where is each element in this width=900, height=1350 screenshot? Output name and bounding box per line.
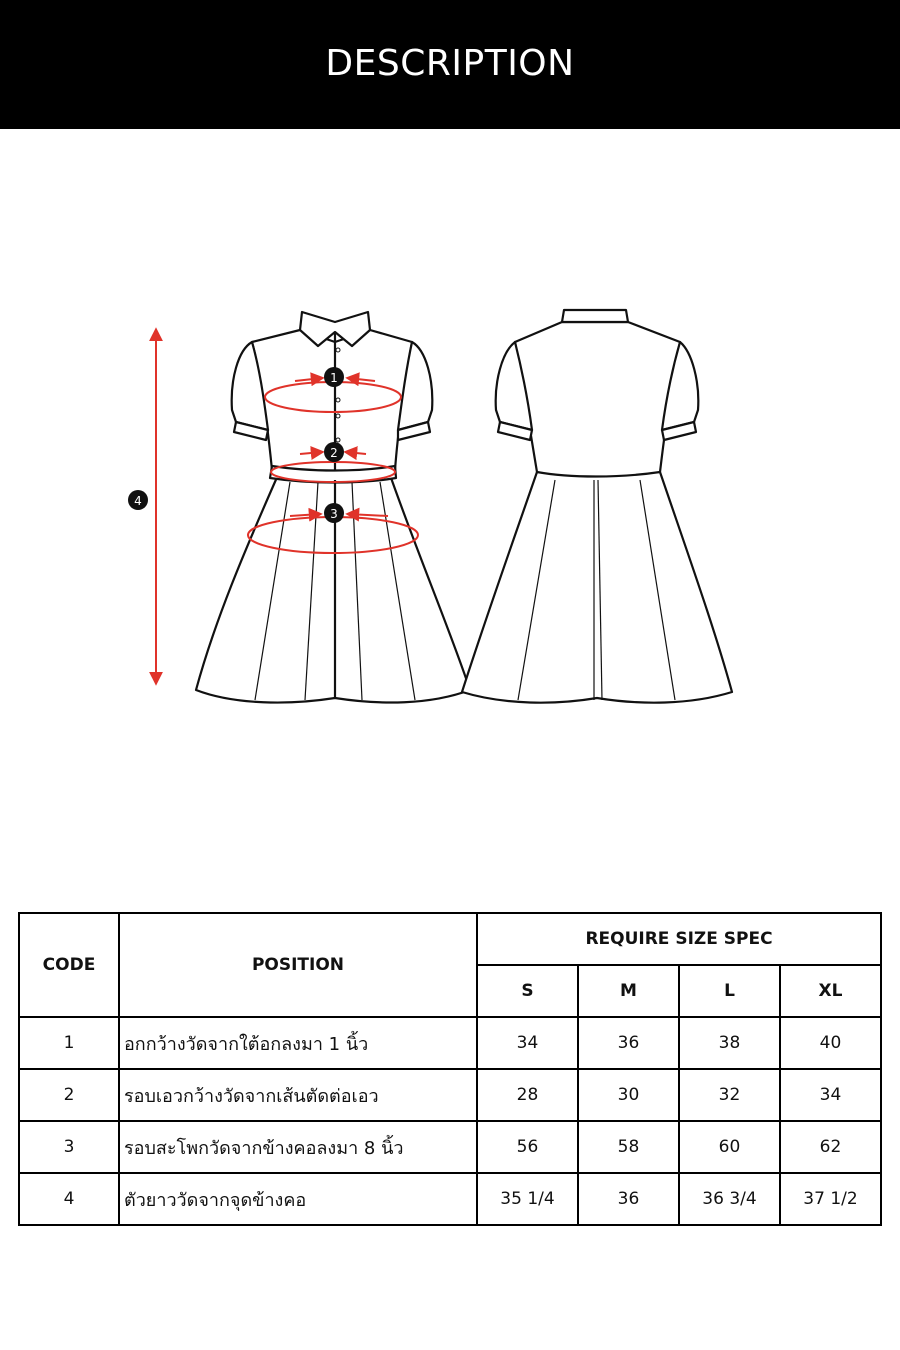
row-value-s: 34 [477,1017,578,1069]
size-header-xl: XL [780,965,881,1017]
row-code: 1 [19,1017,119,1069]
row-code: 3 [19,1121,119,1173]
row-value-m: 30 [578,1069,679,1121]
row-code: 4 [19,1173,119,1225]
row-position: รอบเอวกว้างวัดจากเส้นตัดต่อเอว [119,1069,477,1121]
row-value-m: 36 [578,1017,679,1069]
position-header: POSITION [119,913,477,1017]
table-row [19,1121,881,1173]
row-value-m: 58 [578,1121,679,1173]
row-value-s: 28 [477,1069,578,1121]
row-value-l: 60 [679,1121,780,1173]
table-row [19,1017,881,1069]
row-value-s: 56 [477,1121,578,1173]
row-position: รอบสะโพกวัดจากข้างคอลงมา 8 นิ้ว [119,1121,477,1173]
marker-1 [324,367,344,387]
row-code: 2 [19,1069,119,1121]
code-header: CODE [19,913,119,1017]
table-row [19,1173,881,1225]
size-header-m: M [578,965,679,1017]
size-header-l: L [679,965,780,1017]
dress-measurement-diagram [0,290,900,720]
marker-3 [324,503,344,523]
row-value-xl: 62 [780,1121,881,1173]
row-value-xl: 37 1/2 [780,1173,881,1225]
header-bar [0,0,900,129]
size-spec-table [18,912,882,1226]
row-value-l: 36 3/4 [679,1173,780,1225]
table-row [19,1069,881,1121]
row-value-m: 36 [578,1173,679,1225]
marker-2 [324,442,344,462]
svg-text:4: 4 [134,494,142,508]
svg-text:3: 3 [330,507,338,521]
page-title: DESCRIPTION [325,43,575,84]
marker-4 [128,490,148,510]
row-value-xl: 40 [780,1017,881,1069]
svg-text:2: 2 [330,446,338,460]
row-position: ตัวยาววัดจากจุดข้างคอ [119,1173,477,1225]
table-header-row [19,913,881,965]
row-value-l: 38 [679,1017,780,1069]
svg-text:1: 1 [330,371,338,385]
size-header-s: S [477,965,578,1017]
size-spec-header: REQUIRE SIZE SPEC [477,913,881,965]
row-position: อกกว้างวัดจากใต้อกลงมา 1 นิ้ว [119,1017,477,1069]
row-value-xl: 34 [780,1069,881,1121]
row-value-s: 35 1/4 [477,1173,578,1225]
row-value-l: 32 [679,1069,780,1121]
dress-back-illustration [462,310,732,703]
